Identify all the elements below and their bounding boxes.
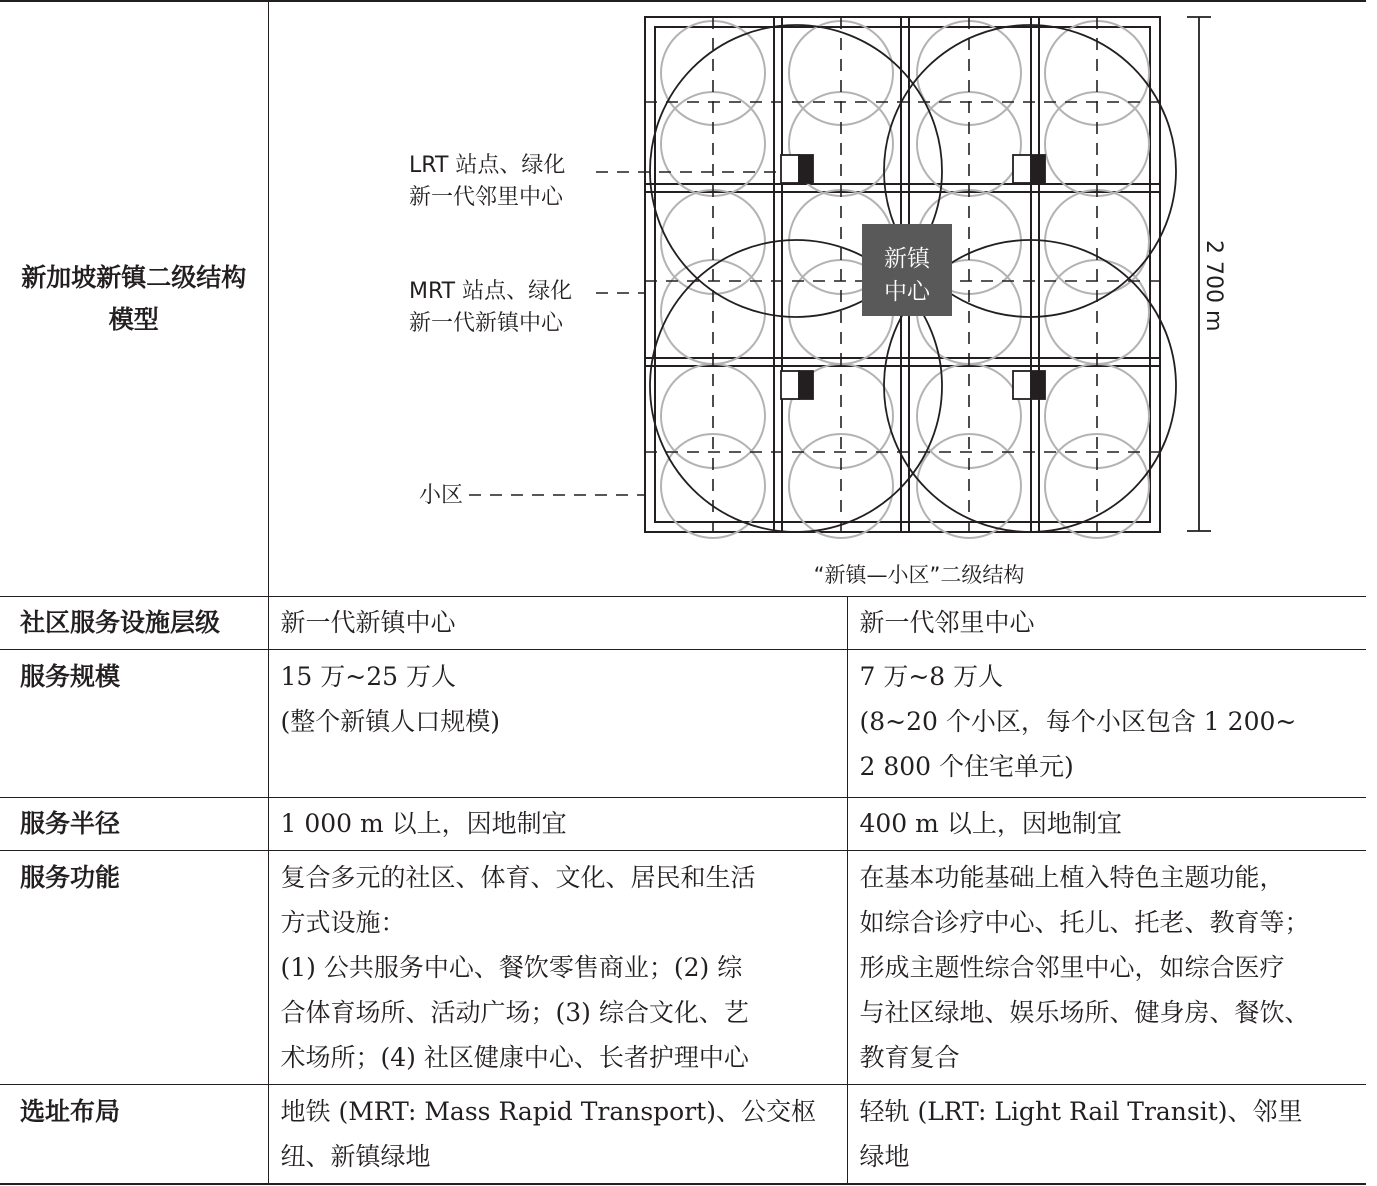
row-text: 轻轨 (LRT: Light Rail Transit)、邻里 bbox=[859, 1097, 1303, 1126]
row-text: 7 万~8 万人 bbox=[859, 662, 1004, 691]
row-location bbox=[0, 1085, 1366, 1185]
row-radius bbox=[0, 798, 1366, 851]
row-col1 bbox=[268, 851, 847, 1085]
header-label: 社区服务设施层级 bbox=[0, 597, 268, 650]
header-col1: 新一代新镇中心 bbox=[268, 597, 847, 650]
row-col2 bbox=[847, 798, 1366, 851]
lrt-label-2: 新一代邻里中心 bbox=[408, 185, 563, 210]
row-text: 15 万~25 万人 bbox=[280, 662, 456, 691]
diagram-caption: “新镇—小区”二级结构 bbox=[813, 563, 1024, 587]
row-text: (8~20 个小区，每个小区包含 1 200~ bbox=[859, 707, 1297, 736]
row-col2 bbox=[847, 1085, 1366, 1185]
row-label: 服务功能 bbox=[0, 851, 268, 1085]
town-centre-label-1: 新镇 bbox=[883, 246, 930, 272]
row-text: 1 000 m 以上，因地制宜 bbox=[280, 809, 567, 838]
row-text: (整个新镇人口规模) bbox=[280, 707, 501, 736]
row-text: 教育复合 bbox=[859, 1043, 960, 1072]
mrt-label-2: 新一代新镇中心 bbox=[408, 311, 563, 336]
row-text: 如综合诊疗中心、托儿、托老、教育等； bbox=[859, 908, 1310, 937]
row-text: 400 m 以上，因地制宜 bbox=[859, 809, 1122, 838]
row-text: 合体育场所、活动广场；(3) 综合文化、艺 bbox=[280, 998, 749, 1027]
model-label-cell bbox=[0, 1, 268, 597]
row-text: 2 800 个住宅单元) bbox=[859, 752, 1074, 781]
row-text: 纽、新镇绿地 bbox=[280, 1142, 431, 1171]
row-text: (1) 公共服务中心、餐饮零售商业；(2) 综 bbox=[280, 953, 743, 982]
diagram-cell bbox=[268, 1, 1366, 597]
row-col1 bbox=[268, 1085, 847, 1185]
station-marker-black bbox=[799, 155, 813, 183]
header-col2: 新一代邻里中心 bbox=[847, 597, 1366, 650]
row-text: 与社区绿地、娱乐场所、健身房、餐饮、 bbox=[859, 998, 1310, 1027]
town-centre-label-2: 中心 bbox=[883, 279, 930, 305]
station-marker-white bbox=[1013, 155, 1031, 183]
header-row bbox=[0, 597, 1366, 650]
row-text: 术场所；(4) 社区健康中心、长者护理中心 bbox=[280, 1043, 749, 1072]
station-marker-white bbox=[1013, 371, 1031, 399]
row-text: 地铁 (MRT: Mass Rapid Transport)、公交枢 bbox=[280, 1097, 816, 1126]
station-marker-white bbox=[781, 371, 799, 399]
dimension-label: 2 700 m bbox=[1200, 240, 1226, 332]
row-col2 bbox=[847, 851, 1366, 1085]
row-label: 选址布局 bbox=[0, 1085, 268, 1185]
row-text: 方式设施： bbox=[280, 908, 406, 937]
row-col2 bbox=[847, 650, 1366, 798]
row-text: 复合多元的社区、体育、文化、居民和生活 bbox=[280, 863, 756, 892]
row-col1 bbox=[268, 798, 847, 851]
row-label: 服务规模 bbox=[0, 650, 268, 798]
station-marker-black bbox=[1031, 371, 1045, 399]
row-text: 绿地 bbox=[859, 1142, 910, 1171]
mrt-label-1: MRT 站点、绿化 bbox=[408, 279, 572, 304]
model-label: 新加坡新镇二级结构模型 bbox=[21, 263, 247, 334]
row-text: 在基本功能基础上植入特色主题功能， bbox=[859, 863, 1285, 892]
row-text: 形成主题性综合邻里中心，如综合医疗 bbox=[859, 953, 1285, 982]
row-scale bbox=[0, 650, 1366, 798]
row-label: 服务半径 bbox=[0, 798, 268, 851]
lrt-label-1: LRT 站点、绿化 bbox=[408, 153, 565, 178]
station-marker-black bbox=[1031, 155, 1045, 183]
two-level-structure-diagram bbox=[269, 2, 1366, 596]
estate-label: 小区 bbox=[418, 483, 463, 508]
station-marker-black bbox=[799, 371, 813, 399]
station-marker-white bbox=[781, 155, 799, 183]
row-col1 bbox=[268, 650, 847, 798]
row-functions bbox=[0, 851, 1366, 1085]
diagram-row bbox=[0, 1, 1366, 597]
